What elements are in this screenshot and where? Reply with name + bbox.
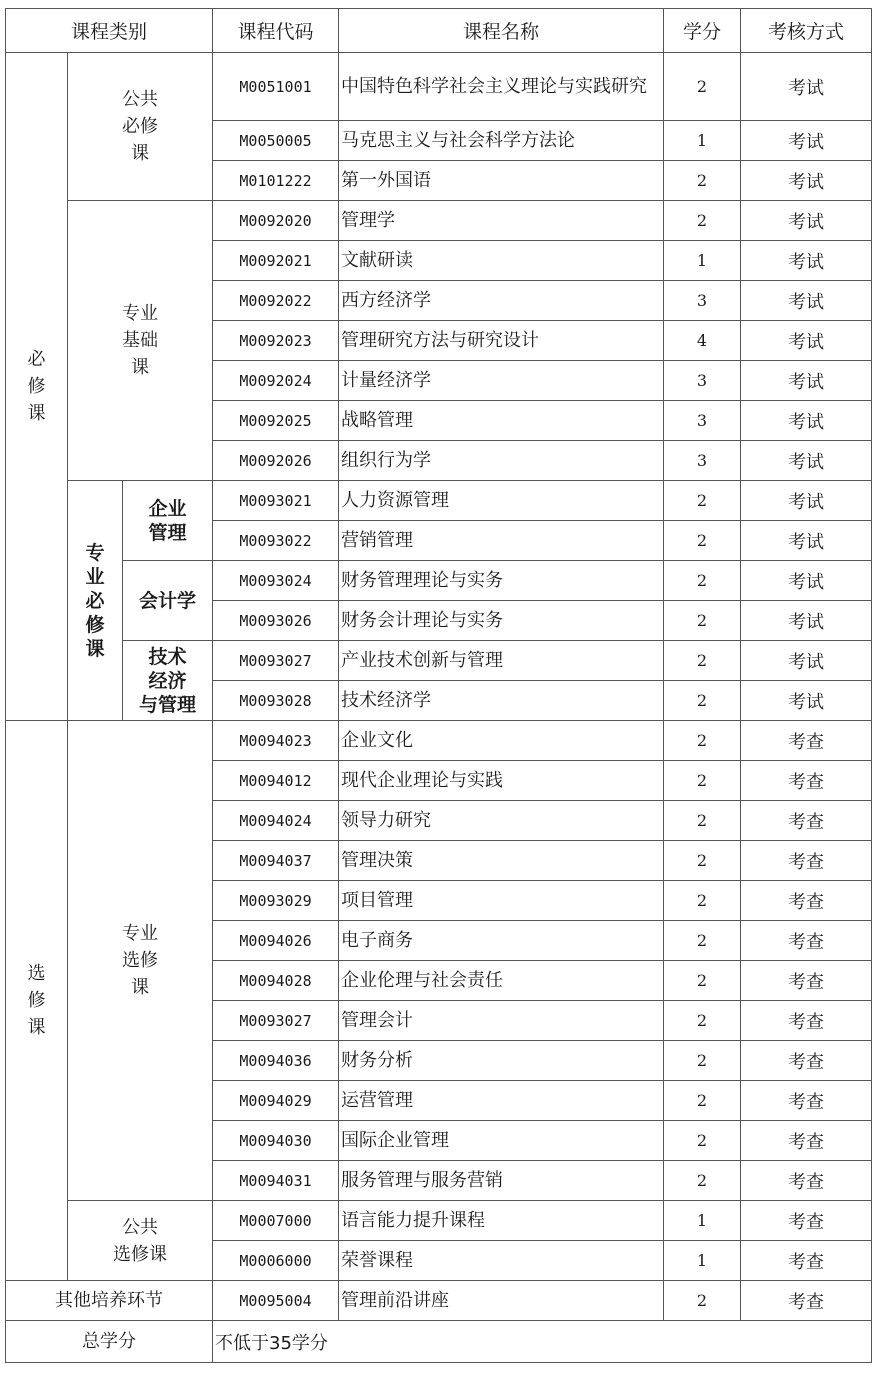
course-code: M0050005 — [213, 121, 339, 161]
course-credit: 2 — [664, 1081, 741, 1121]
course-code: M0092026 — [213, 441, 339, 481]
subgroup-accounting-label: 会计学 — [139, 589, 197, 612]
group-public-required-label: 公共 必修 课 — [122, 89, 158, 164]
course-assessment: 考试 — [741, 401, 872, 441]
course-assessment: 考查 — [741, 1281, 872, 1321]
course-code: M0094024 — [213, 801, 339, 841]
course-assessment: 考查 — [741, 921, 872, 961]
course-credit: 1 — [664, 121, 741, 161]
course-name: 管理前沿讲座 — [339, 1281, 664, 1321]
course-assessment: 考查 — [741, 1201, 872, 1241]
group-public-elective-label: 公共 选修课 — [113, 1216, 167, 1265]
group-other — [6, 1281, 213, 1321]
subgroup-enterprise-label: 企业 管理 — [148, 497, 187, 544]
course-name: 战略管理 — [339, 401, 664, 441]
course-name: 财务管理理论与实务 — [339, 561, 664, 601]
course-assessment: 考试 — [741, 161, 872, 201]
course-code: M0006000 — [213, 1241, 339, 1281]
course-credit: 2 — [664, 1121, 741, 1161]
table-row — [6, 201, 872, 241]
course-code: M0095004 — [213, 1281, 339, 1321]
course-assessment: 考查 — [741, 1081, 872, 1121]
course-assessment: 考查 — [741, 1041, 872, 1081]
course-name: 服务管理与服务营销 — [339, 1161, 664, 1201]
course-name: 营销管理 — [339, 521, 664, 561]
course-credit: 2 — [664, 1001, 741, 1041]
group-required — [6, 53, 68, 721]
course-assessment: 考查 — [741, 1121, 872, 1161]
table-row — [6, 53, 872, 121]
course-assessment: 考试 — [741, 601, 872, 641]
course-name: 运营管理 — [339, 1081, 664, 1121]
group-public-required — [68, 53, 213, 201]
course-credit: 3 — [664, 441, 741, 481]
group-major-required — [68, 481, 123, 721]
subgroup-tech-econ-label: 技术 经济 与管理 — [139, 645, 197, 716]
course-name: 人力资源管理 — [339, 481, 664, 521]
course-name: 文献研读 — [339, 241, 664, 281]
course-code: M0092024 — [213, 361, 339, 401]
course-name: 组织行为学 — [339, 441, 664, 481]
course-credit: 2 — [664, 201, 741, 241]
course-assessment: 考试 — [741, 681, 872, 721]
course-code: M0092021 — [213, 241, 339, 281]
course-code: M0094028 — [213, 961, 339, 1001]
course-code: M0094037 — [213, 841, 339, 881]
header-credit: 学分 — [664, 9, 741, 53]
course-credit: 1 — [664, 241, 741, 281]
course-code: M0092025 — [213, 401, 339, 441]
group-public-elective — [68, 1201, 213, 1281]
course-name: 产业技术创新与管理 — [339, 641, 664, 681]
course-name: 语言能力提升课程 — [339, 1201, 664, 1241]
subgroup-accounting — [123, 561, 213, 641]
course-code: M0094026 — [213, 921, 339, 961]
course-name: 财务会计理论与实务 — [339, 601, 664, 641]
course-credit: 4 — [664, 321, 741, 361]
course-credit: 3 — [664, 401, 741, 441]
course-assessment: 考试 — [741, 121, 872, 161]
total-row — [6, 1321, 872, 1363]
course-assessment: 考试 — [741, 241, 872, 281]
course-name: 管理学 — [339, 201, 664, 241]
course-assessment: 考查 — [741, 881, 872, 921]
course-assessment: 考试 — [741, 361, 872, 401]
course-name: 第一外国语 — [339, 161, 664, 201]
course-credit: 1 — [664, 1201, 741, 1241]
course-credit: 2 — [664, 1281, 741, 1321]
table-row — [6, 561, 872, 601]
course-name: 管理研究方法与研究设计 — [339, 321, 664, 361]
group-major-required-label: 专 业 必 修 课 — [85, 541, 105, 660]
course-name: 管理决策 — [339, 841, 664, 881]
table-row — [6, 641, 872, 681]
course-name: 荣誉课程 — [339, 1241, 664, 1281]
course-credit: 2 — [664, 641, 741, 681]
course-name: 电子商务 — [339, 921, 664, 961]
table-row — [6, 1281, 872, 1321]
course-name: 财务分析 — [339, 1041, 664, 1081]
course-credit: 2 — [664, 1161, 741, 1201]
course-name: 企业文化 — [339, 721, 664, 761]
total-label: 总学分 — [6, 1321, 213, 1363]
header-row — [6, 9, 872, 53]
header-name: 课程名称 — [339, 9, 664, 53]
course-code: M0007000 — [213, 1201, 339, 1241]
subgroup-tech-econ — [123, 641, 213, 721]
course-name: 西方经济学 — [339, 281, 664, 321]
course-credit: 2 — [664, 961, 741, 1001]
course-code: M0051001 — [213, 53, 339, 121]
course-code: M0093027 — [213, 641, 339, 681]
course-assessment: 考查 — [741, 801, 872, 841]
group-basic-label: 专业 基础 课 — [122, 303, 158, 378]
course-code: M0093024 — [213, 561, 339, 601]
course-credit: 2 — [664, 721, 741, 761]
course-name: 计量经济学 — [339, 361, 664, 401]
course-code: M0093029 — [213, 881, 339, 921]
course-assessment: 考查 — [741, 961, 872, 1001]
course-code: M0092020 — [213, 201, 339, 241]
group-elective-label: 选 修 课 — [27, 963, 46, 1038]
course-code: M0093027 — [213, 1001, 339, 1041]
course-code: M0093026 — [213, 601, 339, 641]
subgroup-enterprise — [123, 481, 213, 561]
course-code: M0094029 — [213, 1081, 339, 1121]
course-credit: 2 — [664, 921, 741, 961]
course-code: M0101222 — [213, 161, 339, 201]
course-credit: 2 — [664, 53, 741, 121]
course-assessment: 考查 — [741, 721, 872, 761]
course-code: M0094036 — [213, 1041, 339, 1081]
course-credit: 2 — [664, 1041, 741, 1081]
course-credit: 2 — [664, 841, 741, 881]
header-code: 课程代码 — [213, 9, 339, 53]
course-table-container — [5, 8, 871, 1363]
total-value: 不低于35学分 — [213, 1321, 872, 1363]
course-credit: 2 — [664, 601, 741, 641]
course-code: M0094023 — [213, 721, 339, 761]
course-assessment: 考试 — [741, 281, 872, 321]
group-other-label: 其他培养环节 — [55, 1290, 163, 1311]
course-credit: 2 — [664, 161, 741, 201]
course-code: M0094012 — [213, 761, 339, 801]
course-assessment: 考试 — [741, 521, 872, 561]
header-assessment: 考核方式 — [741, 9, 872, 53]
table-row — [6, 1201, 872, 1241]
course-credit: 1 — [664, 1241, 741, 1281]
course-credit: 2 — [664, 481, 741, 521]
course-name: 马克思主义与社会科学方法论 — [339, 121, 664, 161]
course-assessment: 考查 — [741, 1161, 872, 1201]
course-assessment: 考试 — [741, 641, 872, 681]
group-elective — [6, 721, 68, 1281]
course-assessment: 考试 — [741, 321, 872, 361]
course-name: 国际企业管理 — [339, 1121, 664, 1161]
course-code: M0093022 — [213, 521, 339, 561]
course-name: 中国特色科学社会主义理论与实践研究 — [339, 53, 664, 121]
course-assessment: 考试 — [741, 561, 872, 601]
course-assessment: 考试 — [741, 201, 872, 241]
group-major-elective-label: 专业 选修 课 — [122, 923, 158, 998]
course-code: M0093028 — [213, 681, 339, 721]
course-credit: 2 — [664, 761, 741, 801]
course-code: M0094030 — [213, 1121, 339, 1161]
course-name: 企业伦理与社会责任 — [339, 961, 664, 1001]
group-required-label: 必 修 课 — [27, 349, 46, 424]
course-name: 项目管理 — [339, 881, 664, 921]
course-table — [5, 8, 872, 1363]
course-assessment: 考查 — [741, 841, 872, 881]
course-assessment: 考试 — [741, 441, 872, 481]
course-credit: 2 — [664, 681, 741, 721]
course-name: 现代企业理论与实践 — [339, 761, 664, 801]
header-category: 课程类别 — [6, 9, 213, 53]
course-credit: 3 — [664, 361, 741, 401]
course-code: M0093021 — [213, 481, 339, 521]
group-major-elective — [68, 721, 213, 1201]
table-row — [6, 481, 872, 521]
course-name: 领导力研究 — [339, 801, 664, 841]
course-name: 管理会计 — [339, 1001, 664, 1041]
course-credit: 2 — [664, 801, 741, 841]
course-assessment: 考查 — [741, 761, 872, 801]
table-row — [6, 721, 872, 761]
course-credit: 2 — [664, 881, 741, 921]
course-code: M0092023 — [213, 321, 339, 361]
course-assessment: 考试 — [741, 481, 872, 521]
course-credit: 2 — [664, 521, 741, 561]
course-credit: 3 — [664, 281, 741, 321]
course-assessment: 考查 — [741, 1241, 872, 1281]
group-basic — [68, 201, 213, 481]
course-assessment: 考试 — [741, 53, 872, 121]
course-name: 技术经济学 — [339, 681, 664, 721]
course-assessment: 考查 — [741, 1001, 872, 1041]
course-credit: 2 — [664, 561, 741, 601]
course-code: M0092022 — [213, 281, 339, 321]
course-code: M0094031 — [213, 1161, 339, 1201]
